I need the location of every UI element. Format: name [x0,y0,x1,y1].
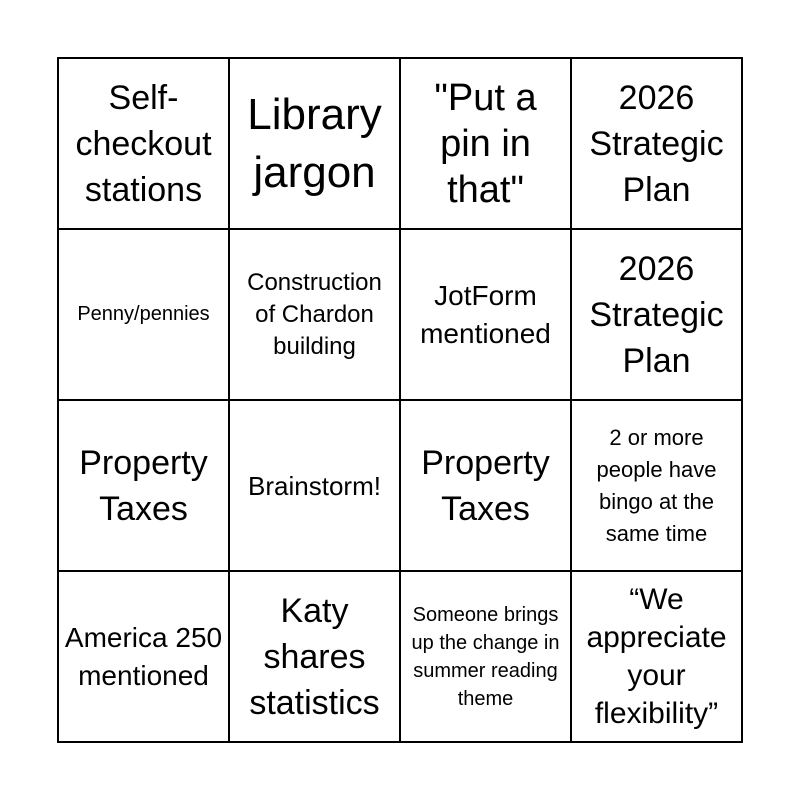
bingo-board [57,57,743,743]
bingo-cell-text: Library jargon [247,89,382,197]
bingo-cell-text: America 250 mentioned [64,621,223,691]
bingo-cell[interactable] [572,59,743,230]
bingo-cell-text: Katy shares statistics [249,591,380,722]
bingo-cell[interactable] [59,572,230,743]
bingo-cell-text: Someone brings up the change in summer reading theme [411,603,560,710]
bingo-cell[interactable] [401,59,572,230]
bingo-cell-text: Penny/pennies [77,303,210,325]
bingo-cell-text: “We appreciate your flexibility” [586,582,727,730]
bingo-cell[interactable] [572,572,743,743]
bingo-cell[interactable] [59,59,230,230]
bingo-cell[interactable] [401,230,572,401]
bingo-cell-text: Property Taxes [79,443,208,528]
bingo-cell-text: Self-checkout stations [75,78,212,209]
bingo-cell[interactable] [230,401,401,572]
bingo-cell-text: Construction of Chardon building [247,268,382,360]
bingo-cell-text: Brainstorm! [248,470,381,501]
bingo-cell[interactable] [59,230,230,401]
bingo-cell[interactable] [230,59,401,230]
bingo-cell[interactable] [230,230,401,401]
bingo-cell-text: 2026 Strategic Plan [589,249,724,380]
bingo-cell-text: Property Taxes [421,443,550,528]
bingo-cell[interactable] [572,401,743,572]
bingo-cell[interactable] [572,230,743,401]
bingo-cell-text: 2 or more people have bingo at the same time [596,424,717,546]
bingo-cell[interactable] [59,401,230,572]
bingo-cell[interactable] [230,572,401,743]
bingo-cell[interactable] [401,572,572,743]
bingo-cell-text: "Put a pin in that" [434,76,537,211]
bingo-cell-text: 2026 Strategic Plan [589,78,724,209]
bingo-cell[interactable] [401,401,572,572]
bingo-cell-text: JotForm mentioned [420,279,551,349]
